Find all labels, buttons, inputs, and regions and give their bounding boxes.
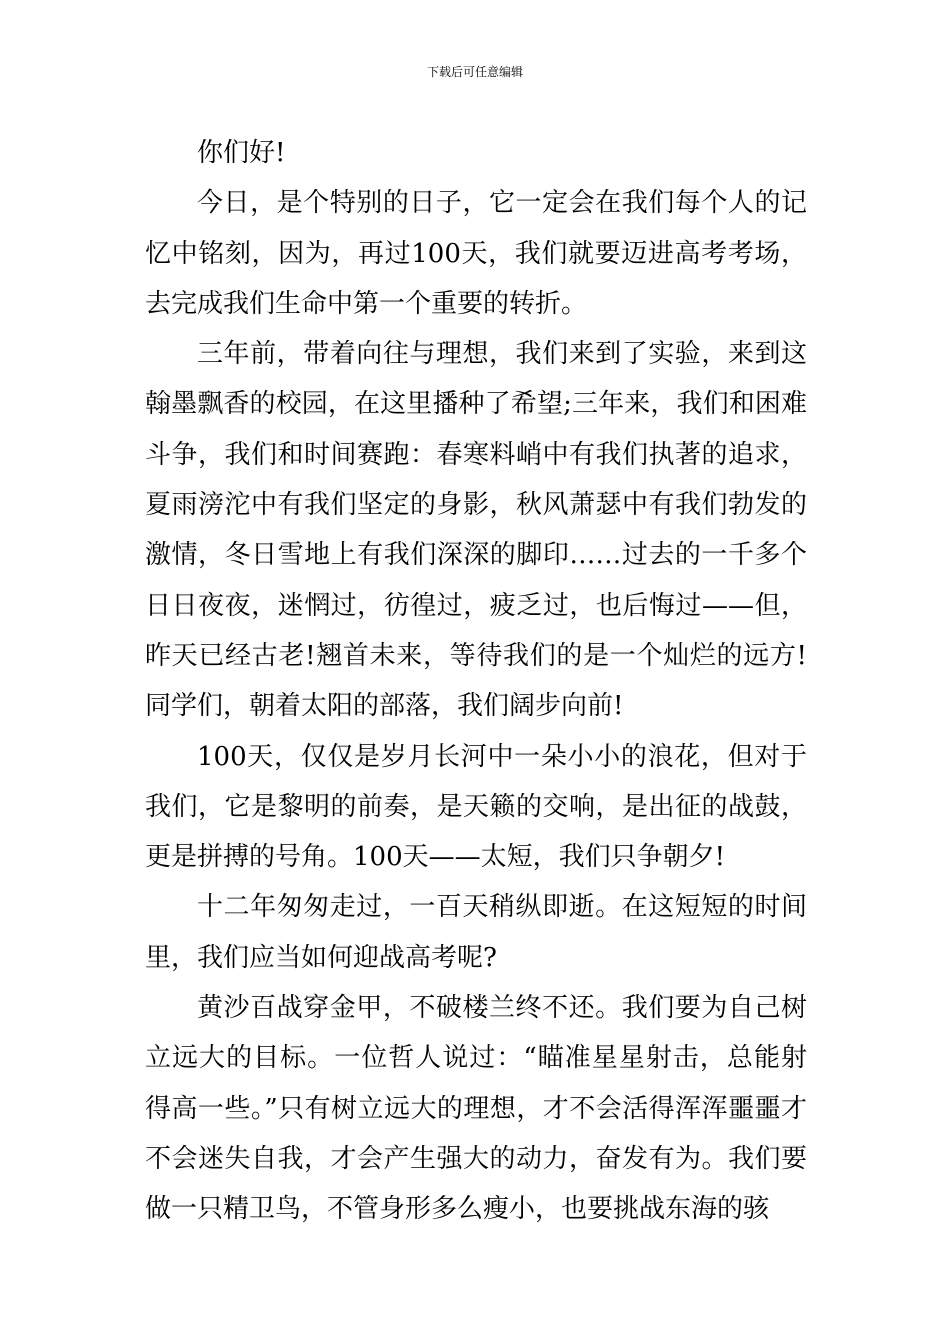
paragraph-100-days: 100天，仅仅是岁月长河中一朵小小的浪花，但对于我们，它是黎明的前奏，是天籁的交响，是出征的战鼓，更是拼搏的号角。100天——太短，我们只争朝夕! xyxy=(145,741,807,873)
paragraph-goal: 黄沙百战穿金甲，不破楼兰终不还。我们要为自己树立远大的目标。一位哲人说过：“瞄准星星射击，总能射得高一些。”只有树立远大的理想，才不会活得浑浑噩噩才不会迷失自我，才会产生强大的动力，奋发有为。我们要做一只精卫鸟，不管身形多么瘦小，也要挑战东海的骇 xyxy=(145,993,807,1225)
paragraph-twelve-years: 十二年匆匆走过，一百天稍纵即逝。在这短短的时间里，我们应当如何迎战高考呢? xyxy=(145,892,807,973)
document-body xyxy=(145,128,807,1235)
paragraph-three-years: 三年前，带着向往与理想，我们来到了实验，来到这翰墨飘香的校园，在这里播种了希望;三年来，我们和困难斗争，我们和时间赛跑：春寒料峭中有我们执著的追求，夏雨滂沱中有我们坚定的身影，秋风萧瑟中有我们勃发的激情，冬日雪地上有我们深深的脚印……过去的一千多个日日夜夜，迷惘过，彷徨过，疲乏过，也后悔过——但，昨天已经古老!翘首未来，等待我们的是一个灿烂的远方!同学们，朝着太阳的部落，我们阔步向前! xyxy=(145,339,807,722)
page-header: 下载后可任意编辑 xyxy=(426,65,523,79)
paragraph-today: 今日，是个特别的日子，它一定会在我们每个人的记忆中铭刻，因为，再过100天，我们就要迈进高考考场，去完成我们生命中第一个重要的转折。 xyxy=(145,188,807,319)
paragraph-greeting: 你们好! xyxy=(197,138,286,168)
